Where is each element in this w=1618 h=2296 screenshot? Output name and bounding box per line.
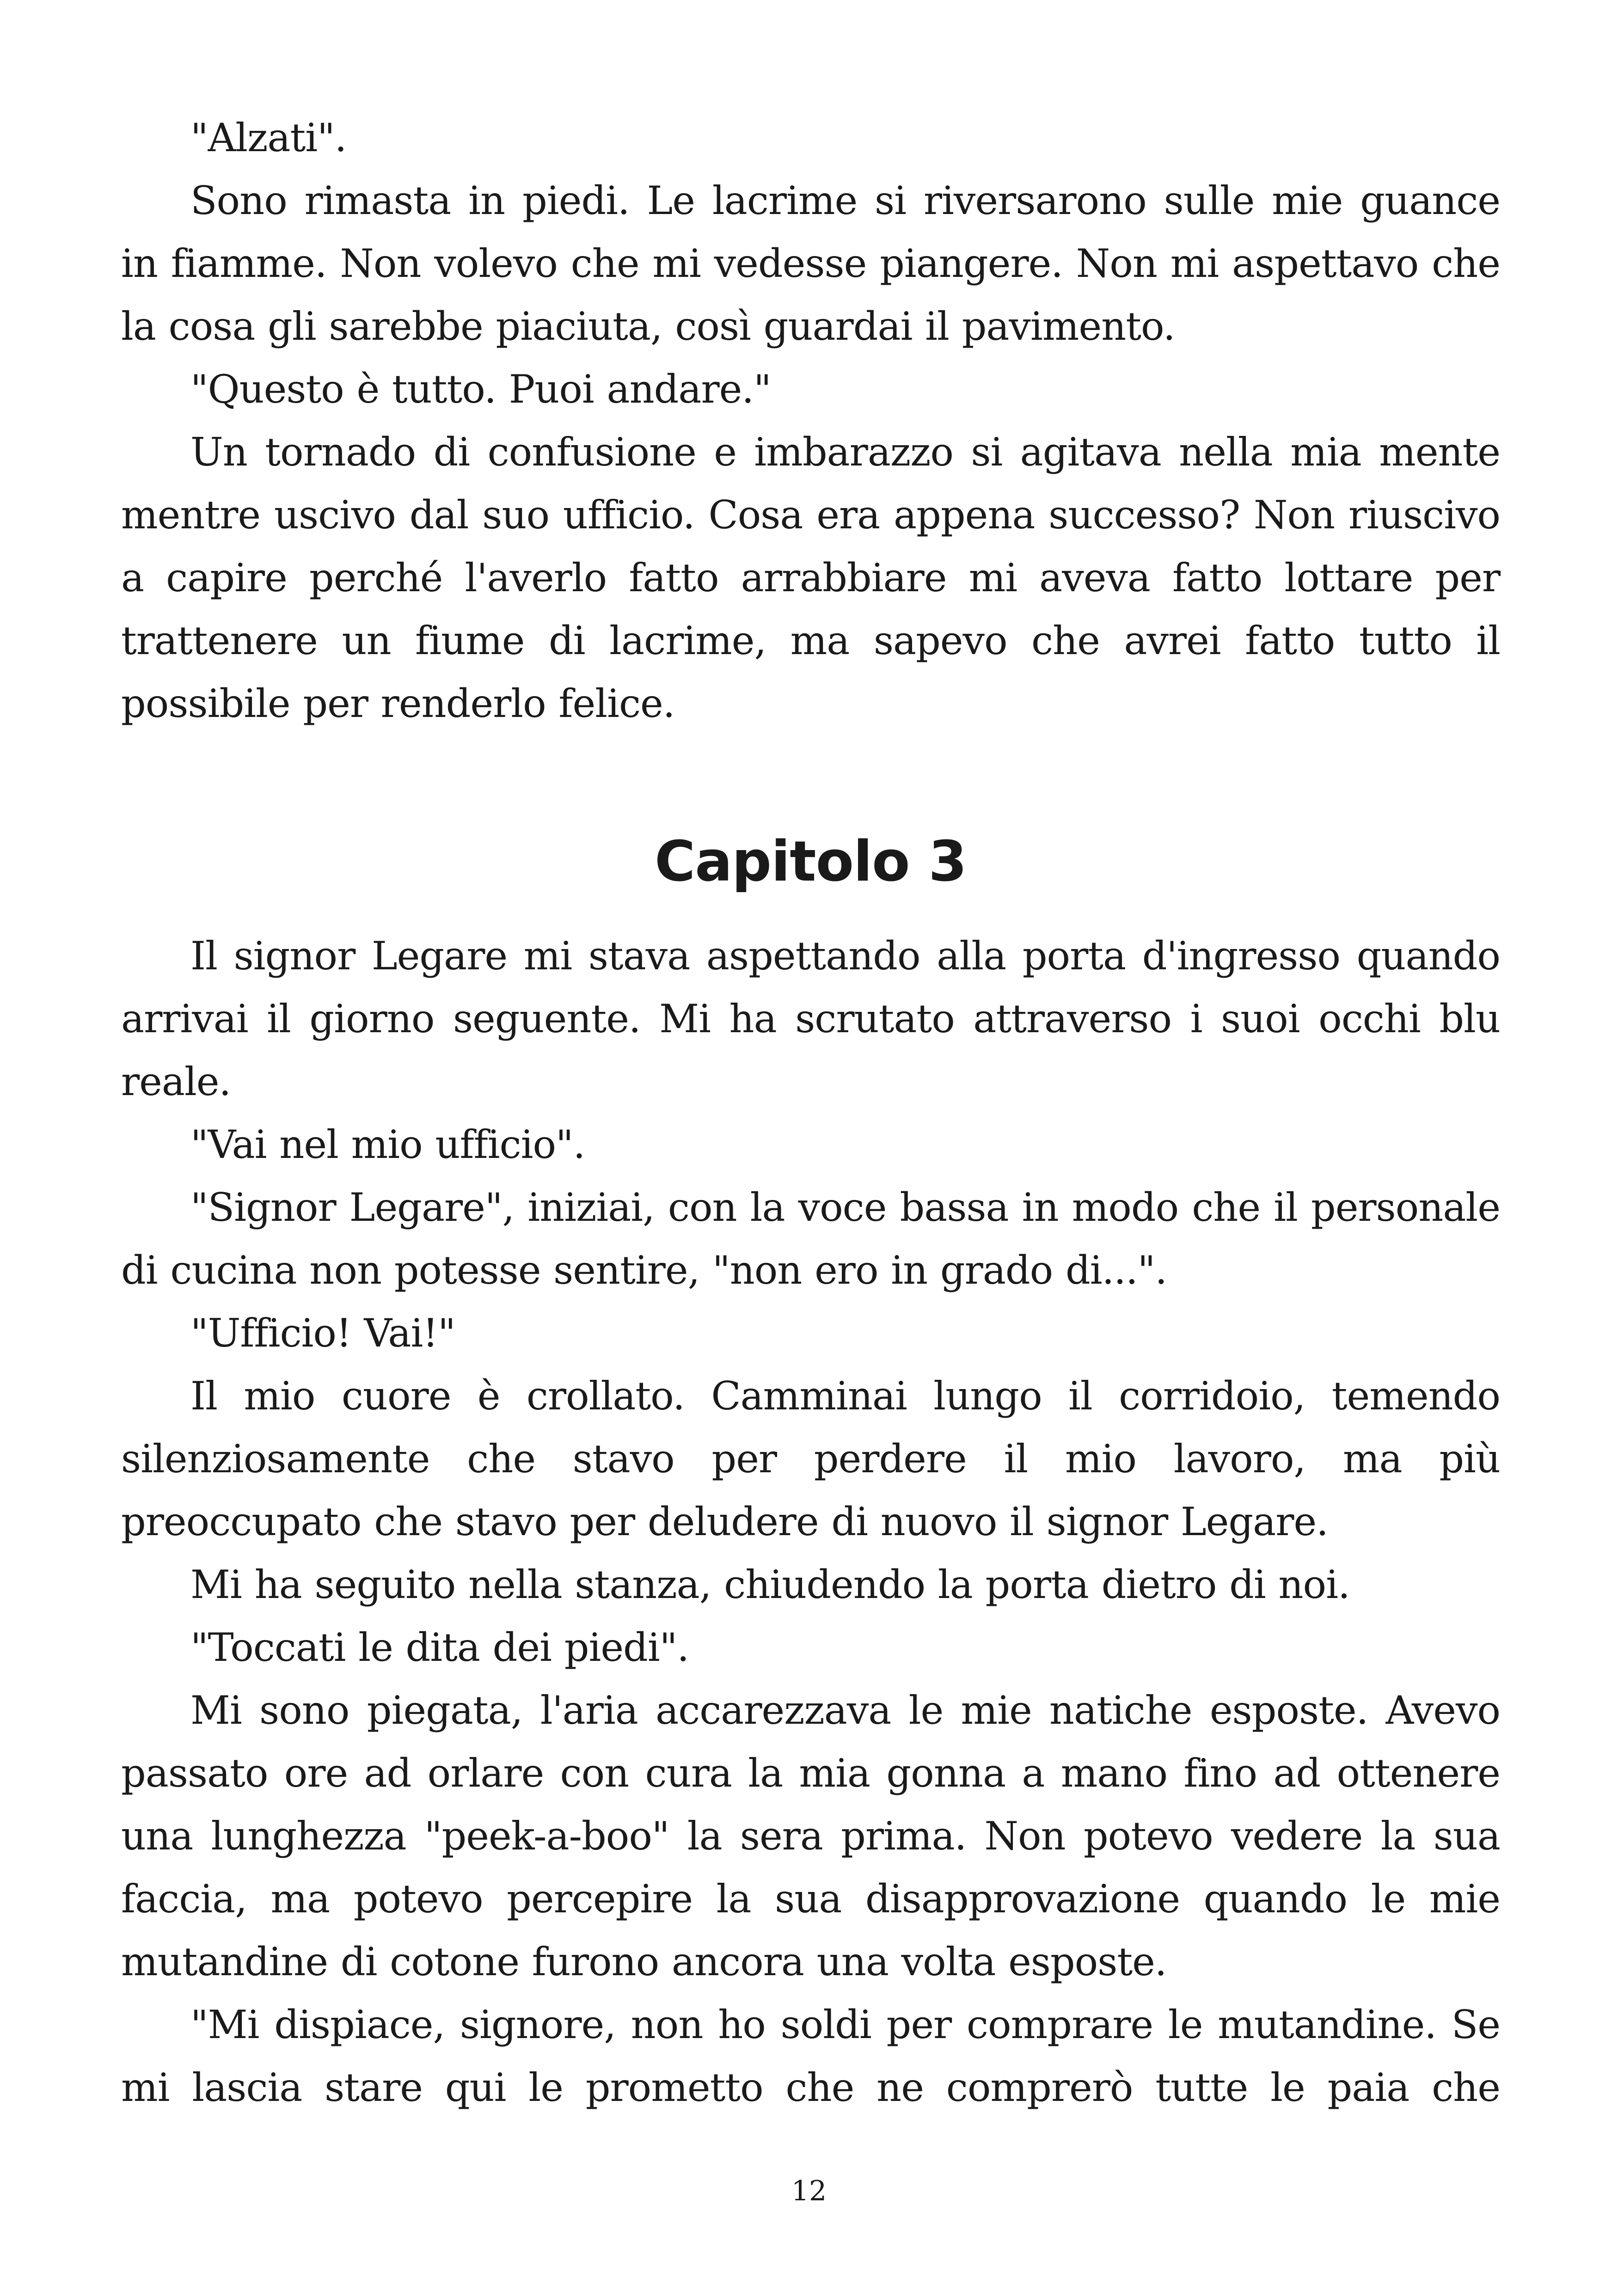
paragraph: "Mi dispiace, signore, non ho soldi per comprare le mutandine. Se mi lascia stare qui le prometto che ne comprerò tutte le paia che — [121, 2002, 1500, 2110]
section-spacer — [121, 735, 1500, 827]
page-body — [121, 106, 1500, 2119]
paragraph: "Signor Legare", iniziai, con la voce bassa in modo che il personale di cucina non potesse sentire, "non ero in grado di...". — [121, 1185, 1500, 1293]
paragraph: "Ufficio! Vai!" — [190, 1310, 455, 1356]
chapter-title: Capitolo 3 — [655, 830, 967, 894]
paragraph: Il signor Legare mi stava aspettando alla porta d'ingresso quando arrivai il giorno seguente. Mi ha scrutato attraverso i suoi occhi blu reale. — [121, 933, 1500, 1104]
section-one — [121, 106, 1500, 735]
paragraph: Mi ha seguito nella stanza, chiudendo la porta dietro di noi. — [190, 1562, 1350, 1607]
chapter-body — [121, 925, 1500, 2119]
paragraph: "Questo è tutto. Puoi andare." — [190, 367, 771, 412]
paragraph: Il mio cuore è crollato. Camminai lungo il corridoio, temendo silenziosamente che stavo per perdere il mio lavoro, ma più preoccupato che stavo per deludere di nuovo il signor Legare. — [121, 1373, 1500, 1544]
page-number: 12 — [791, 2175, 827, 2207]
paragraph: "Vai nel mio ufficio". — [190, 1122, 585, 1167]
paragraph: Mi sono piegata, l'aria accarezzava le mie natiche esposte. Avevo passato ore ad orlare con cura la mia gonna a mano fino ad ottenere una lunghezza "peek-a-boo" la sera prima. Non potevo vedere la sua faccia, ma potevo percepire la sua disapprovazione quando le mie mutandine di cotone furono ancora una volta esposte. — [121, 1688, 1500, 1984]
paragraph: "Toccati le dita dei piedi". — [190, 1625, 689, 1670]
paragraph: Un tornado di confusione e imbarazzo si agitava nella mia mente mentre uscivo dal suo ufficio. Cosa era appena successo? Non riuscivo a capire perché l'averlo fatto arrabbiare mi aveva fatto lottare per trattenere un fiume di lacrime, ma sapevo che avrei fatto tutto il possibile per renderlo felice. — [121, 429, 1500, 726]
paragraph: Sono rimasta in piedi. Le lacrime si riversarono sulle mie guance in fiamme. Non volevo che mi vedesse piangere. Non mi aspettavo che la cosa gli sarebbe piaciuta, così guardai il pavimento. — [121, 178, 1500, 349]
paragraph: "Alzati". — [190, 115, 347, 160]
